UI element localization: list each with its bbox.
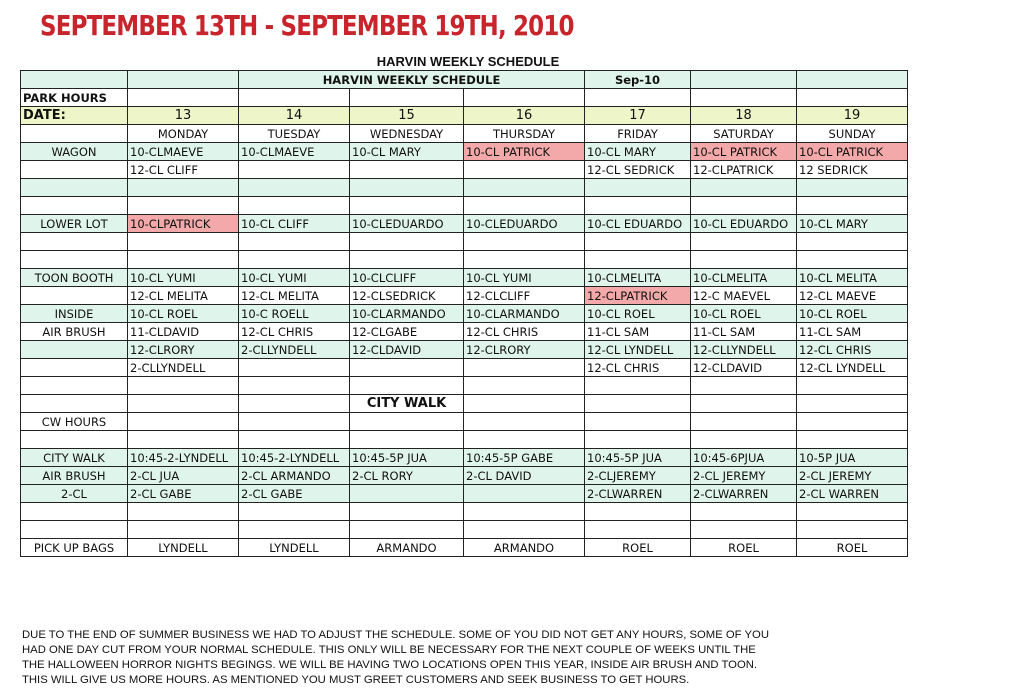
empty-cell — [128, 431, 239, 449]
shift-cell: 10-CLEDUARDO — [464, 215, 585, 233]
blank-row — [21, 251, 908, 269]
shift-cell — [239, 359, 350, 377]
date-cell: 17 — [585, 107, 691, 125]
shift-cell: ARMANDO — [350, 539, 464, 557]
footer-line: THE HALLOWEEN HORROR NIGHTS BEGINGS. WE WILL BE HAVING TWO LOCATIONS OPEN THIS YEAR, INSIDE AIR BRUSH AND TOON. — [22, 659, 758, 671]
empty-cell — [21, 431, 128, 449]
empty-cell — [239, 395, 350, 413]
shift-cell: 12-CLRORY — [128, 341, 239, 359]
empty-cell — [239, 503, 350, 521]
row-label — [21, 287, 128, 305]
shift-cell: 10-CLMELITA — [691, 269, 797, 287]
empty-cell — [350, 413, 464, 431]
shift-cell: 10-5P JUA — [797, 449, 908, 467]
blank-row — [21, 431, 908, 449]
blank-row — [21, 179, 908, 197]
empty-cell — [128, 71, 239, 89]
empty-cell — [464, 89, 585, 107]
empty-cell — [797, 503, 908, 521]
shift-cell: 12-CLDAVID — [350, 341, 464, 359]
empty-cell — [464, 179, 585, 197]
day-cell: FRIDAY — [585, 125, 691, 143]
shift-cell: 12-CLPATRICK — [691, 161, 797, 179]
empty-cell — [797, 395, 908, 413]
shift-cell: 2-CLLYNDELL — [239, 341, 350, 359]
shift-cell: 2-CLWARREN — [691, 485, 797, 503]
shift-cell: 10-CLARMANDO — [350, 305, 464, 323]
empty-cell — [239, 197, 350, 215]
day-cell: THURSDAY — [464, 125, 585, 143]
shift-cell: 10-CL MELITA — [797, 269, 908, 287]
shift-cell — [350, 485, 464, 503]
row-label: INSIDE — [21, 305, 128, 323]
empty-cell — [464, 197, 585, 215]
empty-cell — [691, 197, 797, 215]
empty-cell — [350, 233, 464, 251]
footer-line: THIS WILL GIVE US MORE HOURS. AS MENTIONED YOU MUST GREET CUSTOMERS AND SEEK BUSINESS TO GET HOURS. — [22, 674, 690, 686]
city-walk-heading-row — [21, 395, 908, 413]
empty-cell — [464, 395, 585, 413]
shift-cell: 10-CL MARY — [350, 143, 464, 161]
day-cell: WEDNESDAY — [350, 125, 464, 143]
empty-cell — [464, 431, 585, 449]
row-label: LOWER LOT — [21, 215, 128, 233]
empty-cell — [797, 233, 908, 251]
shift-cell: 11-CL SAM — [691, 323, 797, 341]
month-cell: Sep-10 — [585, 71, 691, 89]
empty-cell — [128, 521, 239, 539]
empty-cell — [21, 395, 128, 413]
schedule-title: HARVIN WEEKLY SCHEDULE — [376, 54, 560, 69]
shift-cell: 2-CL WARREN — [797, 485, 908, 503]
date-row — [21, 107, 908, 125]
empty-cell — [691, 377, 797, 395]
shift-cell: 2-CLLYNDELL — [128, 359, 239, 377]
shift-cell: 10-CL YUMI — [128, 269, 239, 287]
shift-cell: 2-CL ARMANDO — [239, 467, 350, 485]
empty-cell — [21, 503, 128, 521]
table-row — [21, 323, 908, 341]
empty-cell — [797, 377, 908, 395]
shift-cell: ROEL — [797, 539, 908, 557]
empty-cell — [239, 431, 350, 449]
shift-cell: 10:45-5P JUA — [350, 449, 464, 467]
blank-row — [21, 233, 908, 251]
date-cell: 19 — [797, 107, 908, 125]
shift-cell: 12-CLDAVID — [691, 359, 797, 377]
city-walk-heading: CITY WALK — [350, 395, 464, 413]
shift-cell — [464, 359, 585, 377]
shift-cell: 11-CL SAM — [585, 323, 691, 341]
empty-cell — [585, 431, 691, 449]
empty-cell — [464, 377, 585, 395]
row-label — [21, 341, 128, 359]
row-label: PICK UP BAGS — [21, 539, 128, 557]
empty-cell — [585, 395, 691, 413]
shift-cell: 12-C MAEVEL — [691, 287, 797, 305]
shift-cell: 10:45-5P JUA — [585, 449, 691, 467]
day-cell: SATURDAY — [691, 125, 797, 143]
empty-cell — [691, 233, 797, 251]
empty-cell — [797, 197, 908, 215]
table-row — [21, 467, 908, 485]
blank-row — [21, 197, 908, 215]
shift-cell: 10-CL ROEL — [585, 305, 691, 323]
empty-cell — [464, 503, 585, 521]
empty-cell — [691, 71, 797, 89]
shift-cell: 10-CLEDUARDO — [350, 215, 464, 233]
header-title-row — [21, 71, 908, 89]
empty-cell — [797, 89, 908, 107]
shift-cell: 10-CL ROEL — [128, 305, 239, 323]
empty-cell — [350, 197, 464, 215]
table-row — [21, 305, 908, 323]
shift-cell: 10-CLMELITA — [585, 269, 691, 287]
shift-cell: 12-CL CHRIS — [239, 323, 350, 341]
row-label: 2-CL — [21, 485, 128, 503]
empty-cell — [350, 521, 464, 539]
shift-cell: 11-CL SAM — [797, 323, 908, 341]
shift-cell: 12-CL MAEVE — [797, 287, 908, 305]
shift-cell: 2-CL GABE — [239, 485, 350, 503]
row-label: WAGON — [21, 143, 128, 161]
shift-cell: 10-CL PATRICK — [464, 143, 585, 161]
empty-cell — [350, 377, 464, 395]
empty-cell — [797, 431, 908, 449]
empty-cell — [128, 503, 239, 521]
shift-cell: 10:45-6PJUA — [691, 449, 797, 467]
table-row — [21, 485, 908, 503]
empty-cell — [239, 251, 350, 269]
shift-cell: 12-CL CLIFF — [128, 161, 239, 179]
empty-cell — [797, 521, 908, 539]
row-label — [21, 359, 128, 377]
empty-cell — [585, 377, 691, 395]
shift-cell: LYNDELL — [128, 539, 239, 557]
date-label: DATE: — [21, 107, 128, 125]
empty-cell — [128, 197, 239, 215]
empty-cell — [21, 197, 128, 215]
empty-cell — [691, 413, 797, 431]
empty-cell — [239, 179, 350, 197]
empty-cell — [691, 251, 797, 269]
table-row — [21, 539, 908, 557]
empty-cell — [239, 521, 350, 539]
table-row — [21, 269, 908, 287]
table-row — [21, 449, 908, 467]
shift-cell — [464, 161, 585, 179]
shift-cell — [350, 161, 464, 179]
empty-cell — [464, 251, 585, 269]
empty-cell — [585, 89, 691, 107]
row-label — [21, 161, 128, 179]
shift-cell: 10-CL MARY — [585, 143, 691, 161]
shift-cell: 2-CL JEREMY — [797, 467, 908, 485]
empty-cell — [797, 179, 908, 197]
empty-cell — [239, 377, 350, 395]
shift-cell: 12-CL SEDRICK — [585, 161, 691, 179]
empty-cell — [21, 71, 128, 89]
table-row — [21, 161, 908, 179]
day-cell: TUESDAY — [239, 125, 350, 143]
empty-cell — [585, 503, 691, 521]
shift-cell: 10-CLMAEVE — [128, 143, 239, 161]
shift-cell — [239, 161, 350, 179]
shift-cell: 10:45-5P GABE — [464, 449, 585, 467]
cw-hours-row — [21, 413, 908, 431]
empty-cell — [128, 233, 239, 251]
empty-cell — [21, 179, 128, 197]
date-cell: 13 — [128, 107, 239, 125]
day-row — [21, 125, 908, 143]
table-row — [21, 359, 908, 377]
empty-cell — [239, 89, 350, 107]
shift-cell: 10-CL EDUARDO — [585, 215, 691, 233]
empty-cell — [797, 413, 908, 431]
shift-cell: 12-CLSEDRICK — [350, 287, 464, 305]
empty-cell — [350, 431, 464, 449]
shift-cell: 2-CL JEREMY — [691, 467, 797, 485]
park-hours-label: PARK HOURS — [21, 89, 128, 107]
empty-cell — [585, 233, 691, 251]
shift-cell: 12-CL CHRIS — [464, 323, 585, 341]
empty-cell — [128, 395, 239, 413]
shift-cell: 12-CLRORY — [464, 341, 585, 359]
empty-cell — [691, 89, 797, 107]
empty-cell — [21, 521, 128, 539]
footer-note — [22, 628, 1012, 688]
empty-cell — [21, 125, 128, 143]
table-row — [21, 143, 908, 161]
shift-cell: 12-CLGABE — [350, 323, 464, 341]
empty-cell — [797, 71, 908, 89]
shift-cell: 2-CL JUA — [128, 467, 239, 485]
shift-cell: 12-CLLYNDELL — [691, 341, 797, 359]
footer-line: HAD ONE DAY CUT FROM YOUR NORMAL SCHEDULE. THIS ONLY WILL BE NECESSARY FOR THE NEXT COUPLE OF WEEKS UNTIL THE — [22, 644, 756, 656]
date-cell: 14 — [239, 107, 350, 125]
shift-cell: 12-CLCLIFF — [464, 287, 585, 305]
shift-cell: 10-CL EDUARDO — [691, 215, 797, 233]
empty-cell — [691, 395, 797, 413]
shift-cell: 10-CLPATRICK — [128, 215, 239, 233]
empty-cell — [21, 251, 128, 269]
table-title: HARVIN WEEKLY SCHEDULE — [239, 71, 585, 89]
shift-cell: ROEL — [691, 539, 797, 557]
row-label: AIR BRUSH — [21, 323, 128, 341]
shift-cell: 10:45-2-LYNDELL — [239, 449, 350, 467]
empty-cell — [585, 179, 691, 197]
empty-cell — [239, 233, 350, 251]
page-heading: SEPTEMBER 13TH - SEPTEMBER 19TH, 2010 — [40, 9, 574, 42]
shift-cell: 10-CL MARY — [797, 215, 908, 233]
shift-cell: 10-CL ROEL — [797, 305, 908, 323]
empty-cell — [239, 413, 350, 431]
empty-cell — [128, 413, 239, 431]
empty-cell — [350, 251, 464, 269]
empty-cell — [128, 377, 239, 395]
shift-cell: 10-CL YUMI — [239, 269, 350, 287]
shift-cell: ROEL — [585, 539, 691, 557]
schedule-table — [20, 70, 908, 557]
day-cell: MONDAY — [128, 125, 239, 143]
row-label: CITY WALK — [21, 449, 128, 467]
shift-cell: 12-CLPATRICK — [585, 287, 691, 305]
shift-cell: 10-CL PATRICK — [797, 143, 908, 161]
shift-cell: 2-CLWARREN — [585, 485, 691, 503]
park-hours-row — [21, 89, 908, 107]
shift-cell: 12-CL CHRIS — [797, 341, 908, 359]
day-cell: SUNDAY — [797, 125, 908, 143]
shift-cell: LYNDELL — [239, 539, 350, 557]
date-cell: 16 — [464, 107, 585, 125]
shift-cell: 10-CLARMANDO — [464, 305, 585, 323]
table-row — [21, 341, 908, 359]
shift-cell: 11-CLDAVID — [128, 323, 239, 341]
empty-cell — [691, 431, 797, 449]
shift-cell — [464, 485, 585, 503]
empty-cell — [21, 233, 128, 251]
empty-cell — [691, 521, 797, 539]
shift-cell: 12-CL LYNDELL — [797, 359, 908, 377]
date-cell: 18 — [691, 107, 797, 125]
shift-cell: 2-CL DAVID — [464, 467, 585, 485]
empty-cell — [585, 521, 691, 539]
shift-cell: 10-CL YUMI — [464, 269, 585, 287]
footer-line: DUE TO THE END OF SUMMER BUSINESS WE HAD TO ADJUST THE SCHEDULE. SOME OF YOU DID NOT GET ANY HOURS, SOME OF YOU — [22, 629, 769, 641]
blank-row — [21, 521, 908, 539]
row-label: TOON BOOTH — [21, 269, 128, 287]
shift-cell: 12-CL MELITA — [128, 287, 239, 305]
empty-cell — [691, 503, 797, 521]
shift-cell: 10-C ROELL — [239, 305, 350, 323]
shift-cell: 12-CL LYNDELL — [585, 341, 691, 359]
shift-cell: 10-CLCLIFF — [350, 269, 464, 287]
empty-cell — [585, 413, 691, 431]
shift-cell: 10-CL PATRICK — [691, 143, 797, 161]
shift-cell: ARMANDO — [464, 539, 585, 557]
cw-hours-label: CW HOURS — [21, 413, 128, 431]
table-row — [21, 287, 908, 305]
shift-cell: 10-CL CLIFF — [239, 215, 350, 233]
blank-row — [21, 377, 908, 395]
shift-cell: 2-CL RORY — [350, 467, 464, 485]
empty-cell — [797, 251, 908, 269]
shift-cell: 12-CL MELITA — [239, 287, 350, 305]
empty-cell — [691, 179, 797, 197]
empty-cell — [464, 521, 585, 539]
row-label: AIR BRUSH — [21, 467, 128, 485]
shift-cell: 10-CL ROEL — [691, 305, 797, 323]
empty-cell — [464, 233, 585, 251]
shift-cell: 2-CLJEREMY — [585, 467, 691, 485]
empty-cell — [128, 89, 239, 107]
empty-cell — [350, 503, 464, 521]
empty-cell — [21, 377, 128, 395]
date-cell: 15 — [350, 107, 464, 125]
empty-cell — [128, 251, 239, 269]
shift-cell — [350, 359, 464, 377]
shift-cell: 12-CL CHRIS — [585, 359, 691, 377]
empty-cell — [585, 197, 691, 215]
shift-cell: 12 SEDRICK — [797, 161, 908, 179]
empty-cell — [350, 179, 464, 197]
empty-cell — [585, 251, 691, 269]
shift-cell: 10:45-2-LYNDELL — [128, 449, 239, 467]
table-row — [21, 215, 908, 233]
empty-cell — [350, 89, 464, 107]
shift-cell: 10-CLMAEVE — [239, 143, 350, 161]
shift-cell: 2-CL GABE — [128, 485, 239, 503]
blank-row — [21, 503, 908, 521]
empty-cell — [464, 413, 585, 431]
empty-cell — [128, 179, 239, 197]
